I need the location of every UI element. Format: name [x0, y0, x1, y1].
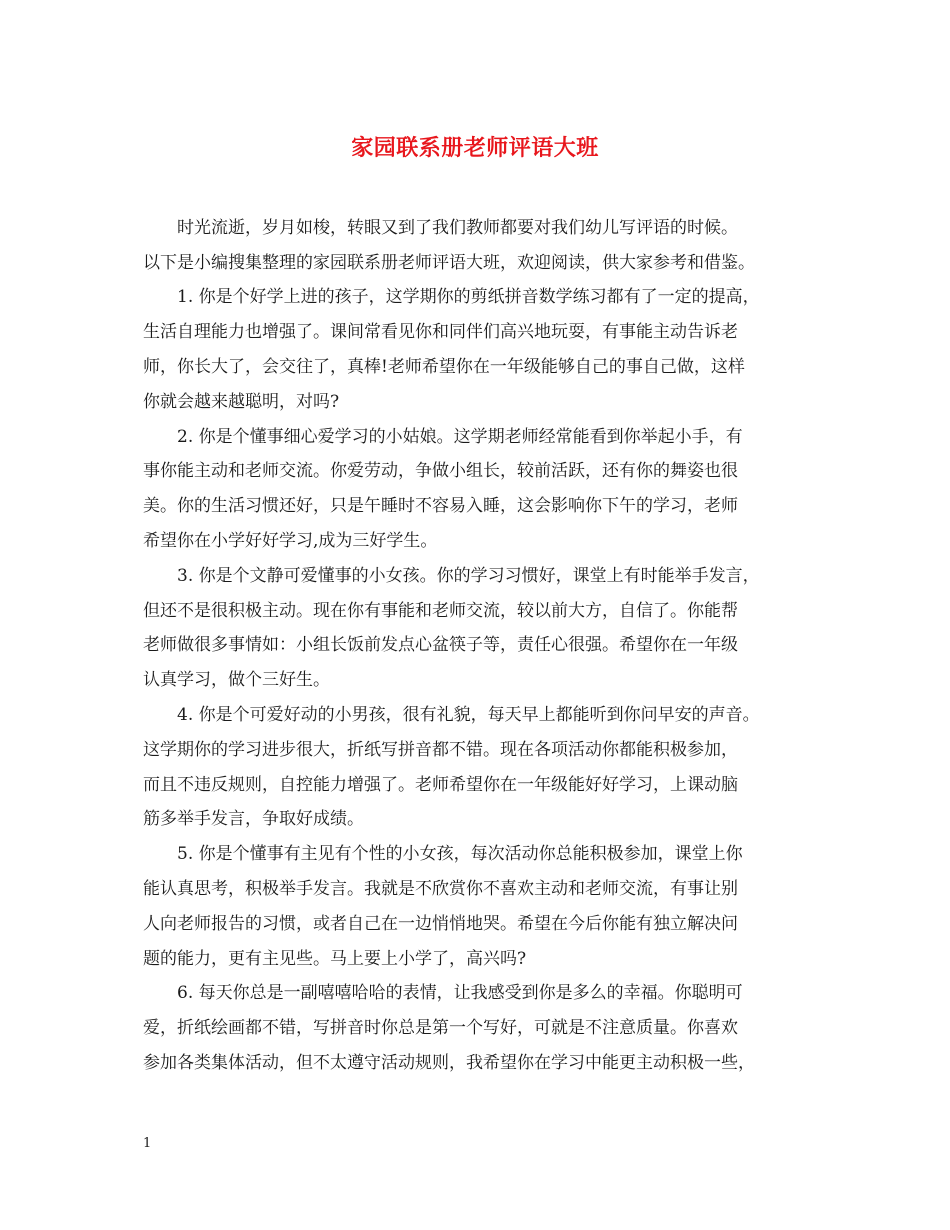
body-text-line: 老师做很多事情如：小组长饭前发点心盆筷子等，责任心很强。希望你在一年级	[143, 635, 738, 656]
document-title: 家园联系册老师评语大班	[351, 135, 599, 161]
body-text-line: 美。你的生活习惯还好，只是午睡时不容易入睡，这会影响你下午的学习，老师	[143, 496, 738, 517]
body-text-line: 以下是小编搜集整理的家园联系册老师评语大班，欢迎阅读，供大家参考和借鉴。	[143, 252, 755, 273]
body-text-line: 而且不违反规则，自控能力增强了。老师希望你在一年级能好好学习，上课动脑	[143, 774, 738, 795]
body-text-line: 能认真思考，积极举手发言。我就是不欣赏你不喜欢主动和老师交流，有事让别	[143, 878, 738, 899]
body-text-line: 人向老师报告的习惯，或者自己在一边悄悄地哭。希望在今后你能有独立解决问	[143, 913, 738, 934]
body-text-line: 5. 你是个懂事有主见有个性的小女孩，每次活动你总能积极参加，课堂上你	[177, 844, 743, 865]
body-text-line: 生活自理能力也增强了。课间常看见你和同伴们高兴地玩耍，有事能主动告诉老	[143, 322, 738, 343]
body-text-line: 希望你在小学好好学习,成为三好学生。	[143, 530, 438, 551]
body-text-line: 这学期你的学习进步很大，折纸写拼音都不错。现在各项活动你都能积极参加，	[143, 739, 738, 760]
body-text-line: 时光流逝，岁月如梭，转眼又到了我们教师都要对我们幼儿写评语的时候。	[177, 217, 738, 238]
body-text-line: 筋多举手发言，争取好成绩。	[143, 809, 364, 830]
body-text-line: 认真学习，做个三好生。	[143, 670, 330, 691]
body-text-line: 题的能力，更有主见些。马上要上小学了，高兴吗?	[143, 948, 527, 969]
page-number: 1	[143, 1136, 152, 1151]
body-text-line: 爱，折纸绘画都不错，写拼音时你总是第一个写好，可就是不注意质量。你喜欢	[143, 1018, 738, 1039]
document-body	[143, 176, 813, 1081]
body-text-line: 师，你长大了，会交往了，真棒!老师希望你在一年级能够自己的事自己做，这样	[143, 356, 745, 377]
body-text-line: 2. 你是个懂事细心爱学习的小姑娘。这学期老师经常能看到你举起小手，有	[177, 426, 743, 447]
body-text-line: 参加各类集体活动，但不太遵守活动规则，我希望你在学习中能更主动积极一些，	[143, 1052, 755, 1073]
body-text-line: 4. 你是个可爱好动的小男孩，很有礼貌，每天早上都能听到你问早安的声音。	[177, 704, 760, 725]
body-text-line: 1. 你是个好学上进的孩子，这学期你的剪纸拼音数学练习都有了一定的提高，	[177, 287, 760, 308]
body-text-line: 你就会越来越聪明，对吗?	[143, 391, 340, 412]
body-text-line: 事你能主动和老师交流。你爱劳动，争做小组长，较前活跃，还有你的舞姿也很	[143, 461, 738, 482]
body-text-line: 但还不是很积极主动。现在你有事能和老师交流，较以前大方，自信了。你能帮	[143, 600, 738, 621]
body-text-line: 3. 你是个文静可爱懂事的小女孩。你的学习习惯好，课堂上有时能举手发言，	[177, 565, 760, 586]
body-text-line: 6. 每天你总是一副嘻嘻哈哈的表情，让我感受到你是多么的幸福。你聪明可	[177, 983, 743, 1004]
body-text-line	[143, 176, 813, 211]
